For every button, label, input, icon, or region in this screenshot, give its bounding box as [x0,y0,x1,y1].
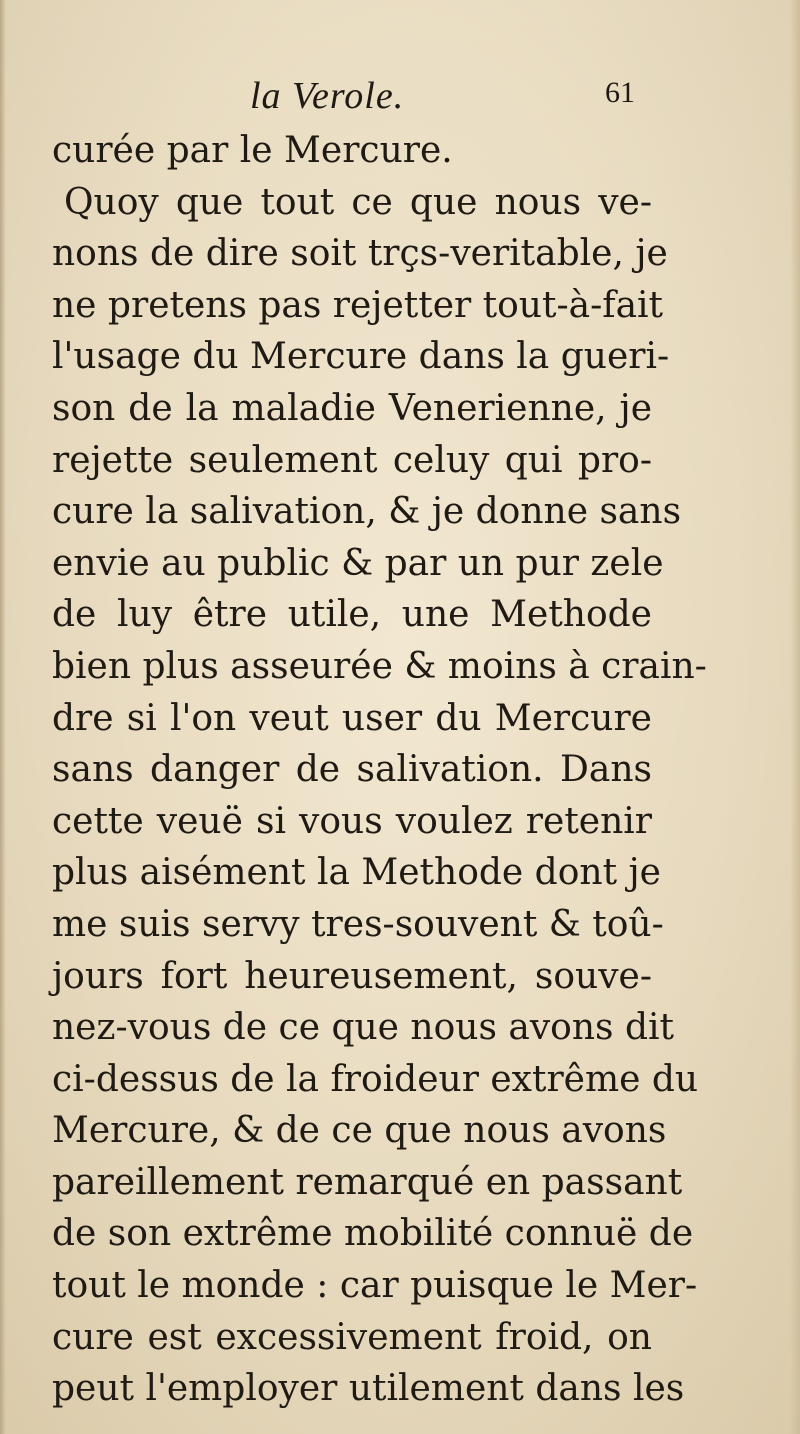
text-line: rejette seulement celuy qui pro- [52,439,652,481]
page-number: 61 [605,76,635,109]
text-line: tout le monde : car puisque le Mer- [52,1265,698,1307]
text-line: cure est excessivement froid, on [52,1316,652,1358]
text-line: Mercure, & de ce que nous avons [52,1110,667,1152]
text-line: cure la salivation, & je donne sans [52,491,682,533]
text-line: bien plus asseurée & moins à crain- [52,645,707,687]
text-line: l'usage du Mercure dans la gueri- [52,336,670,378]
text-line: Quoy que tout ce que nous ve- [64,181,652,223]
running-head [0,70,800,120]
text-line: cette veuë si vous voulez retenir [52,800,652,842]
text-line: me suis servy tres-souvent & toû- [52,903,664,945]
text-line: plus aisément la Methode dont je [52,852,661,894]
text-line: curée par le Mercure. [52,130,453,171]
page-left-edge [0,0,6,1434]
text-line: nez-vous de ce que nous avons dit [52,1007,674,1049]
text-line: pareillement remarqué en passant [52,1161,683,1203]
running-title: la Verole. [250,75,405,117]
text-line: jours fort heureusement, souve- [52,955,652,997]
text-line: de luy être utile, une Methode [52,594,652,636]
text-line: envie au public & par un pur zele [52,542,664,584]
text-line: nons de dire soit trçs-veritable, je [52,233,668,275]
page-right-edge [790,0,800,1434]
text-line: de son extrême mobilité connuë de [52,1213,694,1255]
text-line: dre si l'on veut user du Mercure [52,697,652,739]
text-line: peut l'employer utilement dans les [52,1368,685,1410]
text-line: son de la maladie Venerienne, je [52,387,652,429]
text-line: ci-dessus de la froideur extrême du [52,1058,699,1100]
text-line: ne pretens pas rejetter tout-à-fait [52,284,664,326]
text-line: sans danger de salivation. Dans [52,749,652,791]
body-text [52,125,707,1415]
